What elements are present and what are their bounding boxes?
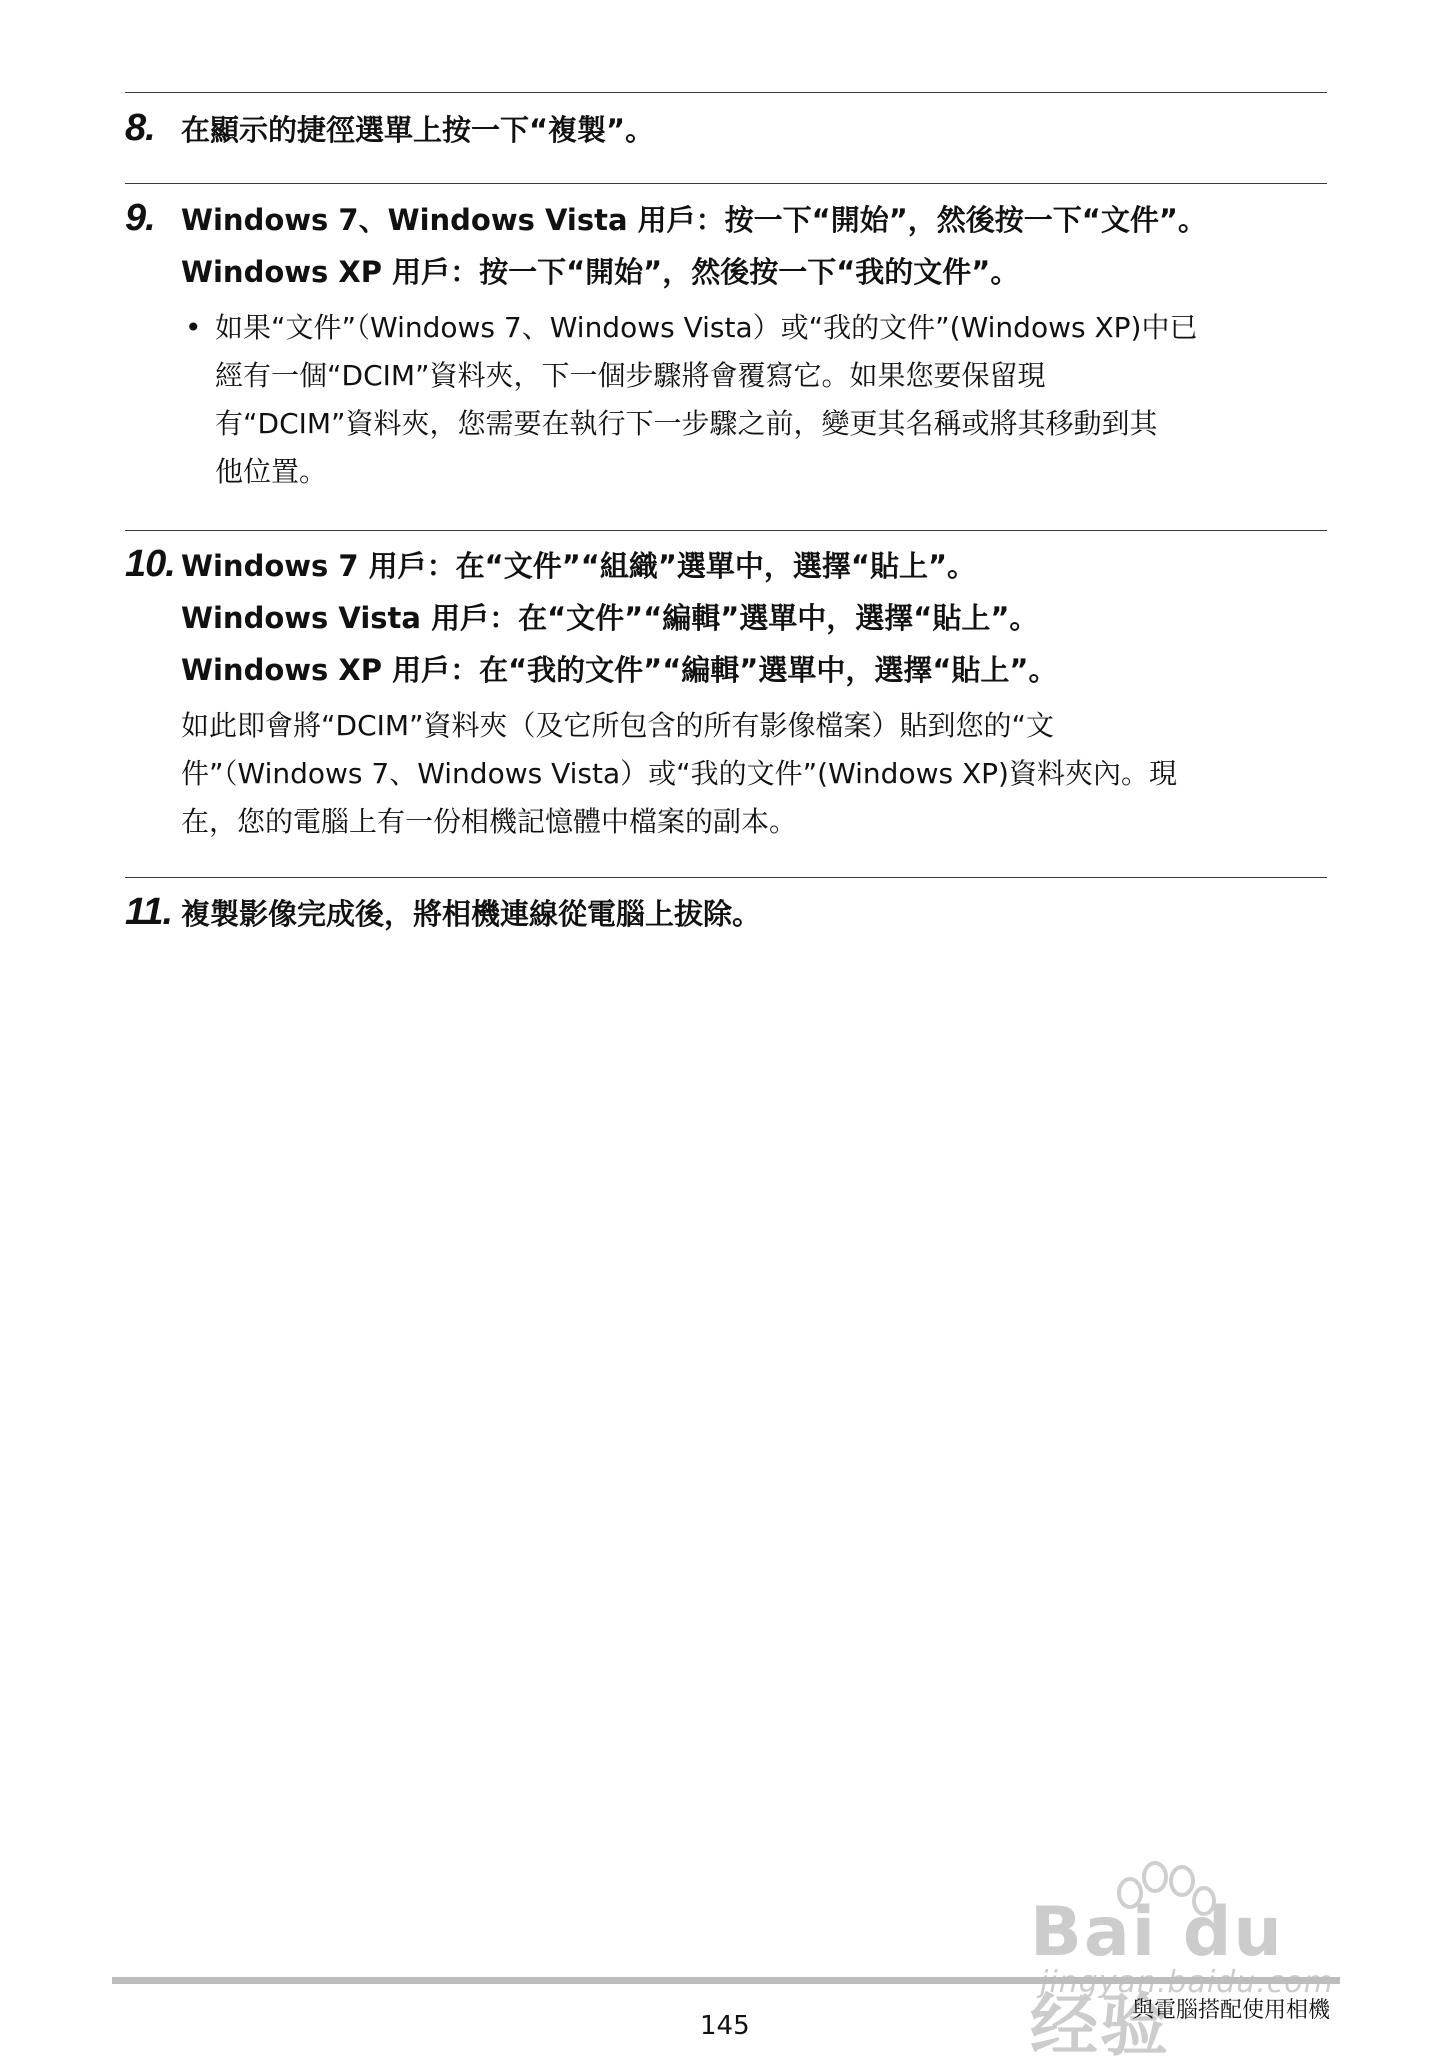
section-label: 與電腦搭配使用相機 xyxy=(1131,1998,1330,2023)
step-number: 10. xyxy=(125,543,175,585)
divider xyxy=(125,530,1327,531)
step-instruction: Windows XP 用戶：在“我的文件”“編輯”選單中，選擇“貼上”。 xyxy=(181,653,1058,687)
step-instruction: Windows 7 用戶：在“文件”“組織”選單中，選擇“貼上”。 xyxy=(181,549,977,583)
note-line: 如果“文件”（Windows 7、Windows Vista）或“我的文件”(Windows XP)中已 xyxy=(215,311,1198,344)
step-instruction: Windows XP 用戶：按一下“開始”，然後按一下“我的文件”。 xyxy=(181,255,1020,289)
step-number: 9. xyxy=(125,197,155,239)
note-line: 他位置。 xyxy=(215,455,328,488)
description-line: 如此即會將“DCIM”資料夾（及它所包含的所有影像檔案）貼到您的“文 xyxy=(181,709,1055,742)
step-instruction: Windows Vista 用戶：在“文件”“編輯”選單中，選擇“貼上”。 xyxy=(181,601,1039,635)
description-line: 在，您的電腦上有一份相機記憶體中檔案的副本。 xyxy=(181,805,798,838)
divider xyxy=(125,92,1327,93)
description-line: 件”（Windows 7、Windows Vista）或“我的文件”(Windows XP)資料夾內。現 xyxy=(181,757,1177,790)
footer-bar xyxy=(112,1977,1340,1984)
step-8 xyxy=(125,104,1335,156)
step-description xyxy=(181,702,1311,846)
divider xyxy=(125,877,1327,878)
watermark-logo: Bai du 经验 xyxy=(1030,1893,1284,2066)
step-instruction: 複製影像完成後，將相機連線從電腦上拔除。 xyxy=(181,897,762,931)
step-10 xyxy=(125,540,1335,846)
step-instruction: 在顯示的捷徑選單上按一下“複製”。 xyxy=(181,113,655,147)
bullet-marker: • xyxy=(185,311,202,344)
note-bullet xyxy=(185,304,1335,496)
step-number: 8. xyxy=(125,107,155,149)
step-instruction: Windows 7、Windows Vista 用戶：按一下“開始”，然後按一下“文件”。 xyxy=(181,203,1207,237)
step-number: 11. xyxy=(125,891,173,933)
note-line: 經有一個“DCIM”資料夾，下一個步驟將會覆寫它。如果您要保留現 xyxy=(215,359,1046,392)
step-9 xyxy=(125,194,1335,496)
divider xyxy=(125,183,1327,184)
page-number: 145 xyxy=(700,2011,750,2041)
step-11 xyxy=(125,888,1335,940)
note-line: 有“DCIM”資料夾，您需要在執行下一步驟之前，變更其名稱或將其移動到其 xyxy=(215,407,1158,440)
